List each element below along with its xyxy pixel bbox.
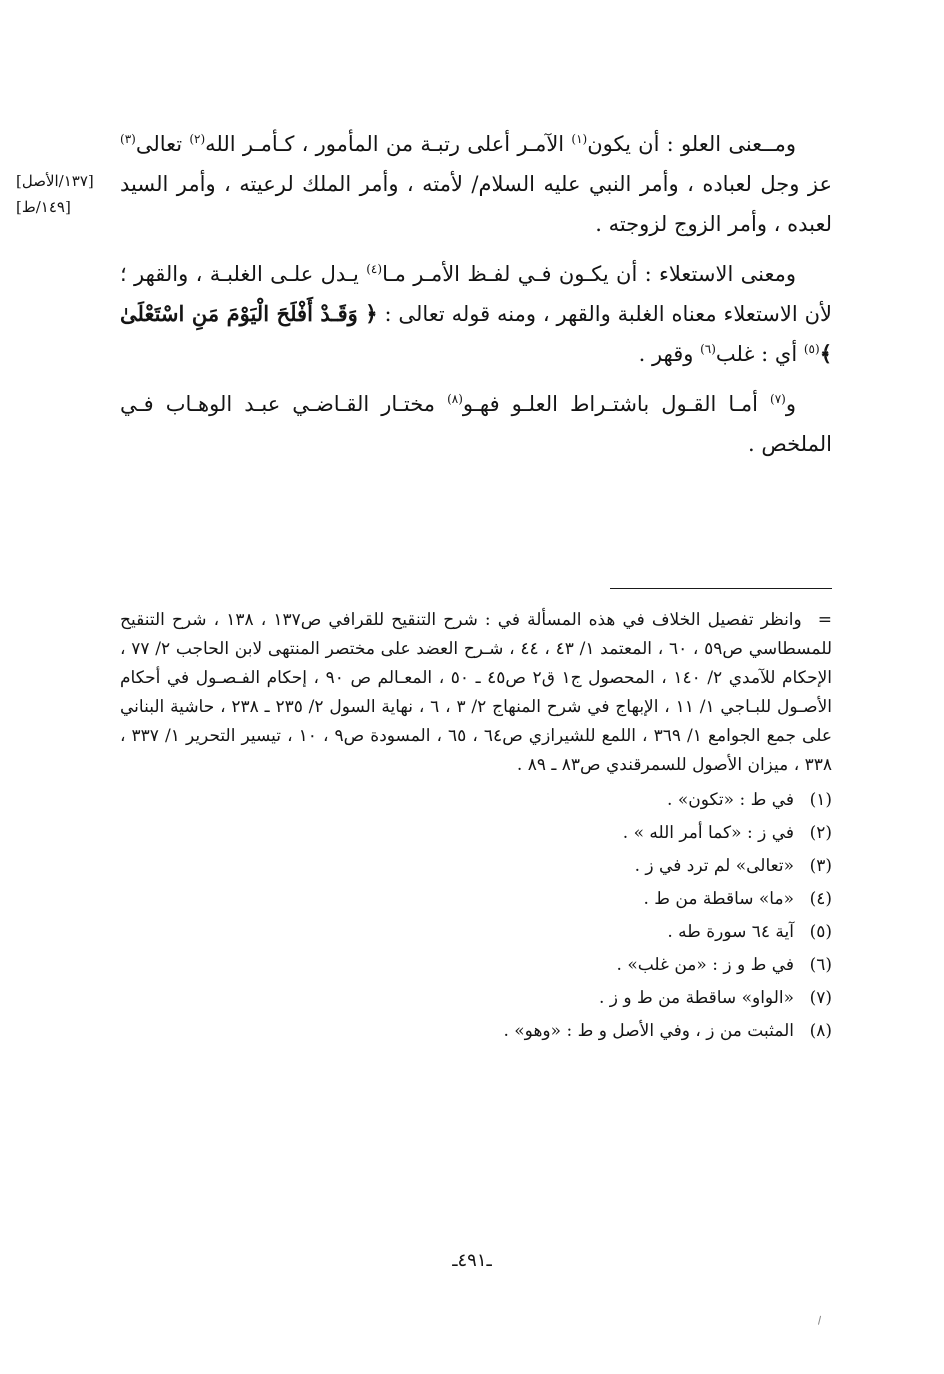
footnote-ref-1: (١) xyxy=(571,132,588,146)
scan-mark xyxy=(818,1316,823,1325)
footnote-number: (٧) xyxy=(809,988,832,1008)
footnote-ref-6: (٦) xyxy=(700,342,716,356)
text-run: و xyxy=(785,392,796,416)
margin-note-original-page: [١٣٧/الأصل] xyxy=(16,172,94,190)
footnote-ref-5: (٥) xyxy=(803,342,820,356)
footnote-text: آية ٦٤ سورة طه . xyxy=(667,922,794,942)
page-number: ـ٤٩١ـ xyxy=(452,1250,492,1271)
footnote-item xyxy=(120,784,832,817)
text-run: عز وجل لعباده ، وأمر النبي عليه السلام/ لأمته ، وأمر الملك لرعيته ، وأمر السيد لعبده ، وأمر الزوج لزوجته . xyxy=(120,172,832,236)
footnote-item xyxy=(120,1015,832,1048)
text-run: الآمـر أعلى رتبـة من المأمور ، كـأمـر الله xyxy=(205,132,572,156)
footnote-text: «الواو» ساقطة من ط و ز . xyxy=(598,988,794,1008)
quran-verse: ﴿ وَقَـدْ أَفْلَحَ الْيَوْمَ مَنِ اسْتَعْلَىٰ ﴾ xyxy=(120,301,832,366)
footnotes xyxy=(120,606,832,1048)
text-run: مختـار القـاضـي عبـد الوهـاب فـي الملخص . xyxy=(120,392,832,456)
paragraph-elevation-definition xyxy=(120,124,832,244)
footnote-text: «تعالى» لم ترد في ز . xyxy=(634,856,794,876)
text-run: ومعنى الاستعلاء : أن يكـون فـي لفـظ الأمـر مـا xyxy=(382,262,797,286)
footnote-number: (٤) xyxy=(809,889,832,909)
text-run: أمـا القـول باشتـراط العلـو فهـو xyxy=(462,392,770,416)
footnote-text: المثبت من ز ، وفي الأصل و ط : «وهو» . xyxy=(503,1021,794,1041)
footnote-item xyxy=(120,883,832,916)
footnote-text: في ط و ز : «من غلب» . xyxy=(616,955,794,975)
text-run: أي : غلب xyxy=(715,342,804,366)
text-run: ومــعنى العلو : أن يكون xyxy=(587,132,796,156)
footnote-number: (٢) xyxy=(809,823,832,843)
footnote-separator xyxy=(610,588,832,589)
footnote-ref-8: (٨) xyxy=(447,392,463,406)
footnote-item xyxy=(120,982,832,1015)
footnote-number: (٨) xyxy=(809,1021,832,1041)
footnote-continuation-text: وانظر تفصيل الخلاف في هذه المسألة في : شرح التنقيح للقرافي ص١٣٧ ، ١٣٨ ، شرح التنقيح للمسطاسي ص٥٩ ، ٦٠ ، المعتمد ١/ ٤٣ ، ٤٤ ، شـرح العضد على مختصر المنتهى لابن الحاجب ٢/ ٧٧ ، الإحكام للآمدي ٢/ ١٤٠ ، المحصول ج١ ق٢ ص٤٥ ـ ٥٠ ، المعـالم ص ٩٠ ، إحكام الفـصـول في أحكام الأصـول للبـاجي ١/ ١١ ، الإبهاج في شرح المنهاج ٢/ ٣ ، ٦ ، نهاية السول ٢/ ٢٣٥ ـ ٢٣٨ ، حاشية البناني على جمع الجوامع ١/ ٣٦٩ ، اللمع للشيرازي ص٦٤ ، ٦٥ ، المسودة ص٩ ، ١٠ ، تيسير التحرير ١/ ٣٣٧ ، ٣٣٨ ، ميزان الأصول للسمرقندي ص٨٣ ـ ٨٩ . xyxy=(120,610,833,775)
footnote-number: (٣) xyxy=(809,856,832,876)
footnote-number: (٥) xyxy=(809,922,832,942)
footnote-item xyxy=(120,817,832,850)
footnote-number: (٦) xyxy=(809,955,832,975)
footnote-ref-4: (٤) xyxy=(366,262,383,276)
margin-note-print-page: [١٤٩/ط] xyxy=(16,198,71,216)
footnote-text: «ما» ساقطة من ط . xyxy=(643,889,794,909)
footnote-ref-2: (٢) xyxy=(189,132,206,146)
text-run: تعالى xyxy=(135,132,190,156)
footnote-text: في ز : «كما أمر الله » . xyxy=(622,823,794,843)
footnote-item xyxy=(120,916,832,949)
paragraph-condition-opinion xyxy=(120,384,832,464)
text-run: وقهر . xyxy=(638,342,701,366)
footnote-text: في ط : «تكون» . xyxy=(667,790,794,810)
footnote-item xyxy=(120,949,832,982)
paragraph-superiority-definition xyxy=(120,254,832,374)
footnote-item xyxy=(120,850,832,883)
footnote-continuation xyxy=(120,606,832,780)
footnote-list xyxy=(120,784,832,1048)
margin-notes xyxy=(16,168,104,220)
continuation-mark: = xyxy=(817,610,832,630)
footnote-ref-3: (٣) xyxy=(120,132,136,146)
text-run: يـدل علـى الغلبـة ، والقهر ؛ لأن الاستعلاء معناه الغلبة والقهر ، ومنه قوله تعالى : xyxy=(120,262,832,326)
main-text xyxy=(120,124,832,464)
footnote-ref-7: (٧) xyxy=(770,392,786,406)
footnote-number: (١) xyxy=(809,790,832,810)
